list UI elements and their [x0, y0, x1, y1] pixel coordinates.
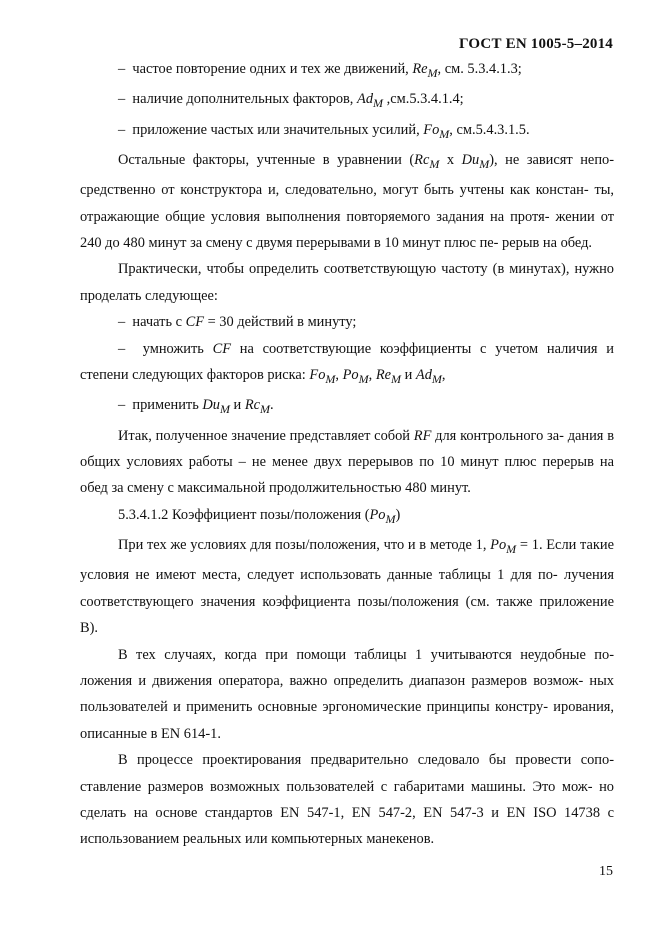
step-start: – начать с CF = 30 действий в минуту; [118, 314, 357, 331]
document-header: ГОСТ EN 1005-5–2014 [459, 36, 613, 52]
bullet-repetition: – частое повторение одних и тех же движений, $Re_M$, см. 5.3.4.1.3; [118, 61, 522, 80]
paragraph-result: Итак, полученное значение представляет собой RF для контрольного за- дания в общих условиях работы – не менее двух перерывов по 10 минут плюс перерыв на обед за смену с максимальной продолжительностью 480 минут. [80, 427, 615, 497]
paragraph-practical: Практически, чтобы определить соответствующую частоту (в минутах), нужно проделать следующее: [80, 261, 614, 304]
step-apply: – применить $Du_M$ и $Rc_M$. [118, 397, 274, 417]
symbol-ad: Ad [357, 91, 374, 108]
section-heading: 5.3.4.1.2 Коэффициент позы/положения $(Po_M)$ [118, 506, 401, 526]
step-multiply: – умножить CF на соответствующие коэффициенты с учетом наличия и степени следующих факторов риска: $Fo_M$, $Po_M$, $Re_M$ и $Ad_M$, [80, 340, 614, 386]
page-number: 15 [599, 864, 613, 879]
paragraph-table1: В тех случаях, когда при помощи таблицы 1 учитываются неудобные по- ложения и движения оператора, важно определить диапазон размеров возмож- ных пользователей и применить основные эргономические принципы констру- ирования, описанные в EN 614-1. [80, 646, 614, 742]
paragraph-design: В процессе проектирования предварительно следовало бы провести сопо- ставление размеров возможных пользователей с габаритами машины. Это мож- но сделать на основе стандартов EN 547-1, EN 547-2, EN 547-3 и EN ISO 14738 с использованием реальных или компьютерных манекенов. [80, 752, 614, 848]
paragraph-posture: При тех же условиях для позы/положения, что и в методе 1, $Po_M = 1$. Если такие условия не имеют места, следует использовать данные таблицы 1 для по- лучения соответствующего значения коэффициента позы/положения (см. также приложение В). [80, 537, 614, 637]
page-body [80, 56, 614, 853]
bullet-additional-factors: – наличие дополнительных факторов, $Ad_M$ ,см.5.3.4.1.4; [118, 91, 464, 111]
paragraph-other-factors: Остальные факторы, учтенные в уравнении ($Rc_M$ х $Du_M$), не зависят непо- средственно от конструктора и, следовательно, могут быть учтены как констан- ты, отражающие общие условия выполнения повторяемого задания на протя- жении от 240 до 480 минут за смену с двумя перерывами в 10 минут плюс пе- рерыв на обед. [80, 151, 615, 251]
bullet-forces: – приложение частых или значительных усилий, $Fo_M$, см.5.4.3.1.5. [118, 121, 530, 141]
symbol-re: Re [412, 61, 428, 77]
symbol-fo: Fo [423, 121, 440, 138]
symbol-cf: CF [185, 314, 204, 331]
